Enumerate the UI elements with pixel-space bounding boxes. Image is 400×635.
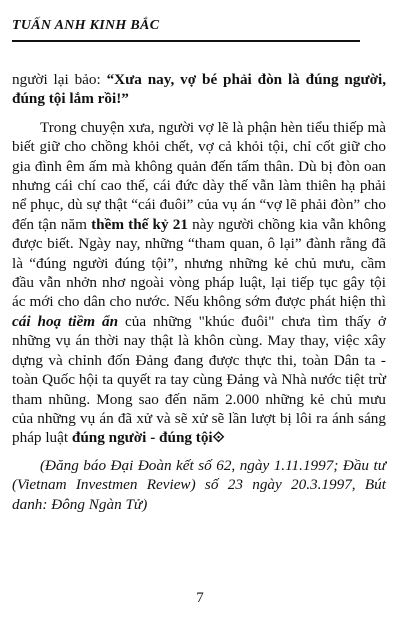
end-mark-icon: ⟐: [212, 429, 225, 447]
running-header: TUẤN ANH KINH BẮC: [12, 18, 160, 33]
paragraph-1-lead: người lại bảo:: [12, 71, 107, 88]
paragraph-2-text-2: này người chồng kia vẫn không được biết. Ngày nay, những “tham quan, ô lại” đành rằng đã là “đúng người đúng tội”, nhưng những kẻ chủ mưu, cầm đầu vẫn nhởn nhơ ngoài vòng pháp luật, lại tiếp tục gây tội ác mới cho dân cho nước. Nếu không sớm được phát hiện thì: [12, 215, 386, 311]
paragraph-2-text-3: của những "khúc đuôi" chưa tìm thấy ở những vụ án thời nay thật là khôn cùng. May thay, việc xây dựng và chỉnh đốn Đảng đang được thực thi, toàn Dân ta - toàn Quốc hội ta quyết ra tay cùng Đảng và Nhà nước tiệt trừ tham nhũng. Mong sao đến năm 2.000 những kẻ chủ mưu của những vụ án đã xử và sẽ xử sẽ lần lượt bị lôi ra ánh sáng pháp luật: [12, 312, 387, 447]
source-note: (Đăng báo Đại Đoàn kết số 62, ngày 1.11.1997; Đầu tư (Vietnam Investmen Review) số 23 ngày 20.3.1997, Bút danh: Đông Ngàn Tử): [12, 456, 386, 513]
bold-phrase-1: thềm thế kỷ 21: [91, 215, 188, 233]
header-rule: [12, 40, 360, 42]
paragraph-2-text-1: Trong chuyện xưa, người vợ lẽ là phận hèn tiểu thiếp mà biết giữ cho chồng khỏi chết, vợ cả khỏi tội, chỉ cốt giữ cho gia đình êm ấm mà không quản đến tấm thân. Dù bị đòn oan nhưng cái chí cao thế, cái đức dày thế vẫn làm thiên hạ phải nể phục, dù sự thật “cái đuôi” của vụ án “vợ lẽ phải đòn” cho đến tận năm: [12, 118, 386, 233]
quote-bold: “Xưa nay, vợ bé phải đòn là đúng người, đúng tội lắm rồi!”: [12, 71, 387, 108]
paragraph-1: [12, 70, 386, 109]
page-number: 7: [196, 590, 204, 606]
bold-italic-phrase: cái hoạ tiềm ẩn: [12, 312, 119, 330]
paragraph-2: [12, 118, 386, 448]
bold-phrase-2: đúng người - đúng tội: [71, 429, 213, 447]
body-text: [12, 70, 386, 514]
